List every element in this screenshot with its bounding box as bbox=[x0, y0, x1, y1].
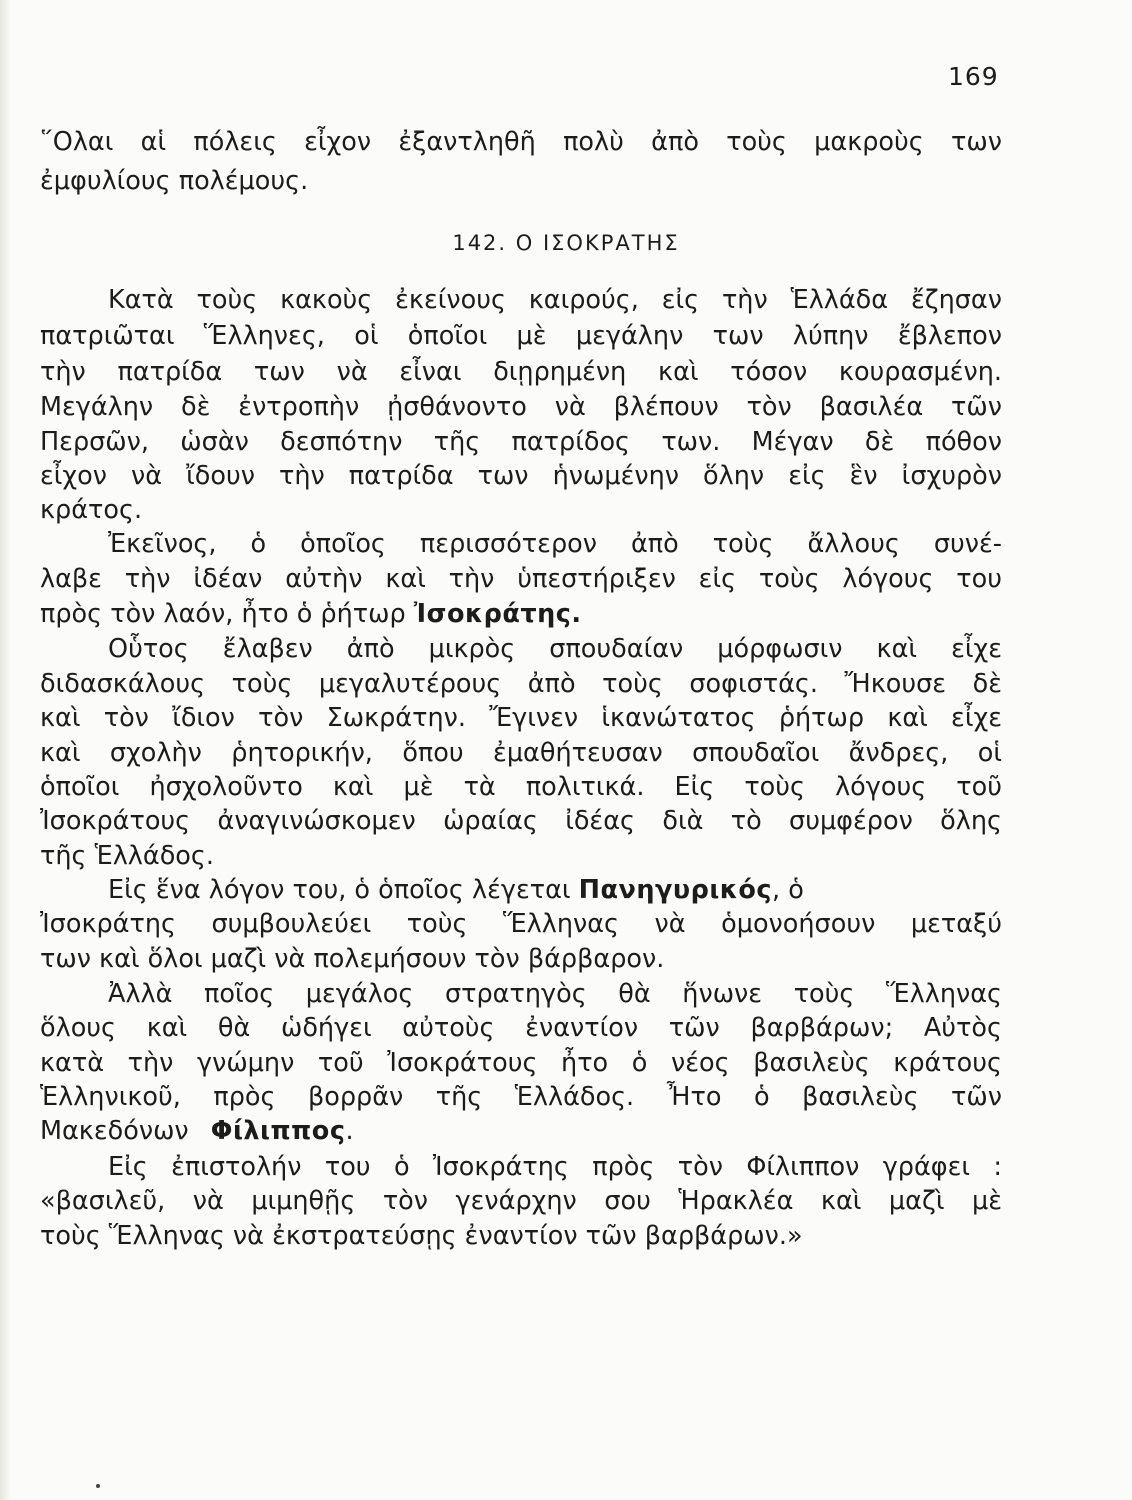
text-line: καὶ σχολὴν ῥητορικήν, ὅπου ἐμαθήτευσαν σπουδαῖοι ἄνδρες, οἱ bbox=[40, 738, 1002, 768]
text-line: «βασιλεῦ, νὰ μιμηθῇς τὸν γενάρχην σου Ἡρακλέα καὶ μαζὶ μὲ bbox=[40, 1186, 1002, 1216]
text-line: των καὶ ὅλοι μαζὶ νὰ πολεμήσουν τὸν βάρβαρον. bbox=[40, 944, 665, 974]
text-segment: . bbox=[345, 1116, 354, 1146]
text-line: τὴν πατρίδα των νὰ εἶναι διῃρημένη καὶ τόσον κουρασμένη. bbox=[40, 357, 1002, 387]
section-heading: 142. Ο ΙΣΟΚΡΑΤΗΣ bbox=[452, 231, 680, 255]
text-line: Ἰσοκράτους ἀναγινώσκομεν ὡραίας ἰδέας διὰ τὸ συμφέρον ὅλης bbox=[40, 806, 1002, 836]
page-binding-shadow bbox=[0, 0, 10, 1500]
text-line: Ἐκεῖνος, ὁ ὁποῖος περισσότερον ἀπὸ τοὺς ἄλλους συνέ- bbox=[108, 529, 1002, 559]
text-line bbox=[40, 1113, 1002, 1149]
text-line: κατὰ τὴν γνώμην τοῦ Ἰσοκράτους ἦτο ὁ νέος βασιλεὺς κράτους bbox=[40, 1048, 1002, 1078]
text-line: εἶχον νὰ ἴδουν τὴν πατρίδα των ἡνωμένην ὅλην εἰς ἓν ἰσχυρὸν bbox=[40, 461, 1002, 491]
text-line: ὁποῖοι ἠσχολοῦντο καὶ μὲ τὰ πολιτικά. Εἰς τοὺς λόγους τοῦ bbox=[40, 772, 1002, 802]
page-number: 169 bbox=[948, 62, 999, 91]
text-segment: Μακεδόνων bbox=[40, 1116, 189, 1146]
text-line bbox=[40, 596, 1002, 632]
text-line: ὅλους καὶ θὰ ὡδήγει αὐτοὺς ἐναντίον τῶν βαρβάρων; Αὐτὸς bbox=[40, 1013, 1002, 1043]
text-segment: πρὸς τὸν λαόν, ἦτο ὁ ῥήτωρ bbox=[40, 599, 406, 629]
text-line: ῞Ολαι αἱ πόλεις εἶχον ἐξαντληθῆ πολὺ ἀπὸ τοὺς μακροὺς των bbox=[40, 127, 1002, 157]
text-line: Περσῶν, ὡσὰν δεσπότην τῆς πατρίδος των. Μέγαν δὲ πόθον bbox=[40, 427, 1002, 457]
text-line: λαβε τὴν ἰδέαν αὐτὴν καὶ τὴν ὑπεστήριξεν εἰς τοὺς λόγους του bbox=[40, 564, 1002, 594]
text-segment: Εἰς ἕνα λόγον του, ὁ ὁποῖος λέγεται bbox=[108, 875, 571, 905]
text-line: Ἑλληνικοῦ, πρὸς βορρᾶν τῆς Ἑλλάδος. Ἦτο ὁ βασιλεὺς τῶν bbox=[40, 1082, 1002, 1112]
text-line: Μεγάλην δὲ ἐντροπὴν ᾐσθάνοντο νὰ βλέπουν τὸν βασιλέα τῶν bbox=[40, 392, 1002, 422]
emphasized-name: Φίλιππος bbox=[210, 1116, 346, 1146]
text-segment: , ὁ bbox=[772, 875, 804, 905]
text-line: Ἀλλὰ ποῖος μεγάλος στρατηγὸς θὰ ἥνωνε τοὺς Ἕλληνας bbox=[108, 979, 1002, 1009]
text-line: καὶ τὸν ἴδιον τὸν Σωκράτην. Ἔγινεν ἱκανώτατος ῥήτωρ καὶ εἶχε bbox=[40, 703, 1002, 733]
text-line: Κατὰ τοὺς κακοὺς ἐκείνους καιρούς, εἰς τὴν Ἑλλάδα ἔζησαν bbox=[108, 285, 1002, 315]
emphasized-name: Ἰσοκράτης. bbox=[413, 599, 582, 629]
text-line: πατριῶται Ἕλληνες, οἱ ὁποῖοι μὲ μεγάλην των λύπην ἔβλεπον bbox=[40, 321, 1002, 351]
text-line: Οὗτος ἔλαβεν ἀπὸ μικρὸς σπουδαίαν μόρφωσιν καὶ εἶχε bbox=[108, 634, 1002, 664]
text-line: κράτος. bbox=[40, 495, 143, 525]
text-line: Εἰς ἐπιστολήν του ὁ Ἰσοκράτης πρὸς τὸν Φίλιππον γράφει : bbox=[108, 1152, 1002, 1182]
text-line bbox=[108, 872, 1002, 908]
text-line: ἐμφυλίους πολέμους. bbox=[40, 166, 309, 196]
text-line: Ἰσοκράτης συμβουλεύει τοὺς Ἕλληνας νὰ ὁμονοήσουν μεταξύ bbox=[40, 909, 1002, 939]
text-line: διδασκάλους τοὺς μεγαλυτέρους ἀπὸ τοὺς σοφιστάς. Ἤκουσε δὲ bbox=[40, 669, 1002, 699]
text-line: τοὺς Ἕλληνας νὰ ἐκστρατεύσῃς ἐναντίον τῶν βαρβάρων.» bbox=[40, 1221, 803, 1251]
ink-speck bbox=[96, 1484, 100, 1488]
text-line: τῆς Ἑλλάδος. bbox=[40, 841, 214, 871]
emphasized-name: Πανηγυρικός bbox=[578, 875, 773, 905]
